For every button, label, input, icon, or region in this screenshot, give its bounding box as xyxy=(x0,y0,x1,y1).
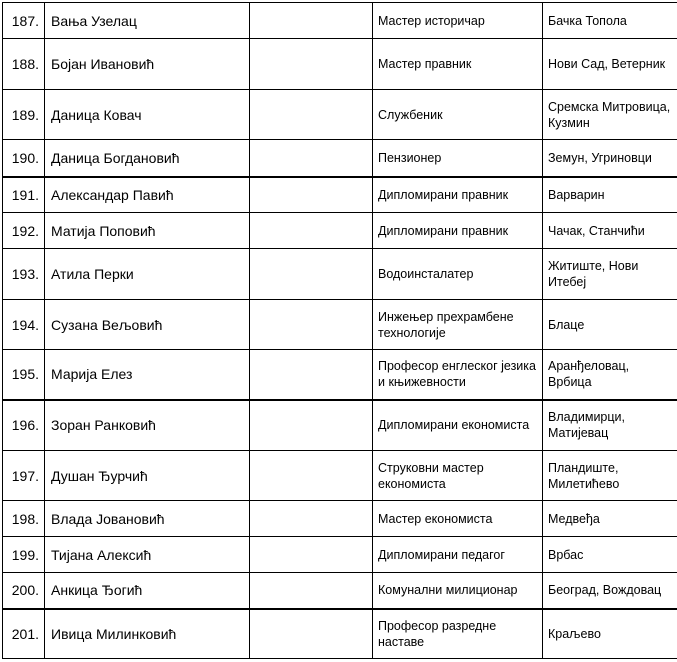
place-of-residence: Земун, Угриновци xyxy=(543,140,677,177)
candidate-name: Александар Павић xyxy=(45,177,250,213)
place-of-residence: Сремска Митровица, Кузмин xyxy=(543,90,677,140)
occupation: Службеник xyxy=(373,90,543,140)
table-row xyxy=(3,39,677,90)
place-of-residence: Аранђеловац, Врбица xyxy=(543,350,677,400)
blank-cell xyxy=(250,350,373,400)
table-row xyxy=(3,3,677,39)
place-of-residence: Чачак, Станчићи xyxy=(543,213,677,249)
row-number: 192. xyxy=(3,213,45,249)
candidate-name: Сузана Вељовић xyxy=(45,300,250,350)
occupation: Мастер правник xyxy=(373,39,543,90)
table-row xyxy=(3,249,677,300)
candidate-name: Ивица Милинковић xyxy=(45,609,250,659)
candidate-name: Зоран Ранковић xyxy=(45,400,250,451)
occupation: Професор енглеског језика и књижевности xyxy=(373,350,543,400)
row-number: 188. xyxy=(3,39,45,90)
blank-cell xyxy=(250,609,373,659)
occupation: Водоинсталатер xyxy=(373,249,543,300)
table-row xyxy=(3,400,677,451)
candidate-name: Тијана Алексић xyxy=(45,537,250,573)
candidate-table xyxy=(2,2,677,659)
blank-cell xyxy=(250,213,373,249)
place-of-residence: Врбас xyxy=(543,537,677,573)
place-of-residence: Блаце xyxy=(543,300,677,350)
blank-cell xyxy=(250,177,373,213)
place-of-residence: Нови Сад, Ветерник xyxy=(543,39,677,90)
candidate-table-body xyxy=(3,3,677,659)
occupation: Комунални милиционар xyxy=(373,573,543,609)
occupation: Дипломирани економиста xyxy=(373,400,543,451)
blank-cell xyxy=(250,3,373,39)
row-number: 187. xyxy=(3,3,45,39)
place-of-residence: Владимирци, Матијевац xyxy=(543,400,677,451)
row-number: 193. xyxy=(3,249,45,300)
candidate-name: Влада Јовановић xyxy=(45,501,250,537)
row-number: 189. xyxy=(3,90,45,140)
table-row xyxy=(3,213,677,249)
occupation: Струковни мастер економиста xyxy=(373,451,543,501)
place-of-residence: Медвеђа xyxy=(543,501,677,537)
candidate-name: Бојан Ивановић xyxy=(45,39,250,90)
occupation: Професор разредне наставе xyxy=(373,609,543,659)
table-row xyxy=(3,90,677,140)
row-number: 197. xyxy=(3,451,45,501)
blank-cell xyxy=(250,90,373,140)
place-of-residence: Краљево xyxy=(543,609,677,659)
blank-cell xyxy=(250,573,373,609)
occupation: Пензионер xyxy=(373,140,543,177)
candidate-name: Душан Ђурчић xyxy=(45,451,250,501)
blank-cell xyxy=(250,39,373,90)
candidate-name: Анкица Ђогић xyxy=(45,573,250,609)
place-of-residence: Београд, Вождовац xyxy=(543,573,677,609)
row-number: 196. xyxy=(3,400,45,451)
occupation: Инжењер прехрамбене технологије xyxy=(373,300,543,350)
place-of-residence: Бачка Топола xyxy=(543,3,677,39)
occupation: Дипломирани педагог xyxy=(373,537,543,573)
table-row xyxy=(3,300,677,350)
candidate-name: Марија Елез xyxy=(45,350,250,400)
candidate-name: Атила Перки xyxy=(45,249,250,300)
candidate-name: Даница Богдановић xyxy=(45,140,250,177)
row-number: 190. xyxy=(3,140,45,177)
row-number: 194. xyxy=(3,300,45,350)
row-number: 198. xyxy=(3,501,45,537)
table-row xyxy=(3,537,677,573)
place-of-residence: Варварин xyxy=(543,177,677,213)
row-number: 191. xyxy=(3,177,45,213)
place-of-residence: Пландиште, Милетићево xyxy=(543,451,677,501)
blank-cell xyxy=(250,501,373,537)
table-row xyxy=(3,609,677,659)
row-number: 199. xyxy=(3,537,45,573)
blank-cell xyxy=(250,537,373,573)
occupation: Мастер економиста xyxy=(373,501,543,537)
candidate-name: Даница Ковач xyxy=(45,90,250,140)
blank-cell xyxy=(250,400,373,451)
occupation: Дипломирани правник xyxy=(373,213,543,249)
blank-cell xyxy=(250,249,373,300)
table-row xyxy=(3,140,677,177)
candidate-name: Вања Узелац xyxy=(45,3,250,39)
occupation: Мастер историчар xyxy=(373,3,543,39)
row-number: 195. xyxy=(3,350,45,400)
table-row xyxy=(3,350,677,400)
blank-cell xyxy=(250,300,373,350)
row-number: 201. xyxy=(3,609,45,659)
table-row xyxy=(3,501,677,537)
place-of-residence: Житиште, Нови Итебеј xyxy=(543,249,677,300)
blank-cell xyxy=(250,140,373,177)
table-row xyxy=(3,573,677,609)
table-row xyxy=(3,451,677,501)
candidate-name: Матија Поповић xyxy=(45,213,250,249)
table-row xyxy=(3,177,677,213)
occupation: Дипломирани правник xyxy=(373,177,543,213)
blank-cell xyxy=(250,451,373,501)
row-number: 200. xyxy=(3,573,45,609)
